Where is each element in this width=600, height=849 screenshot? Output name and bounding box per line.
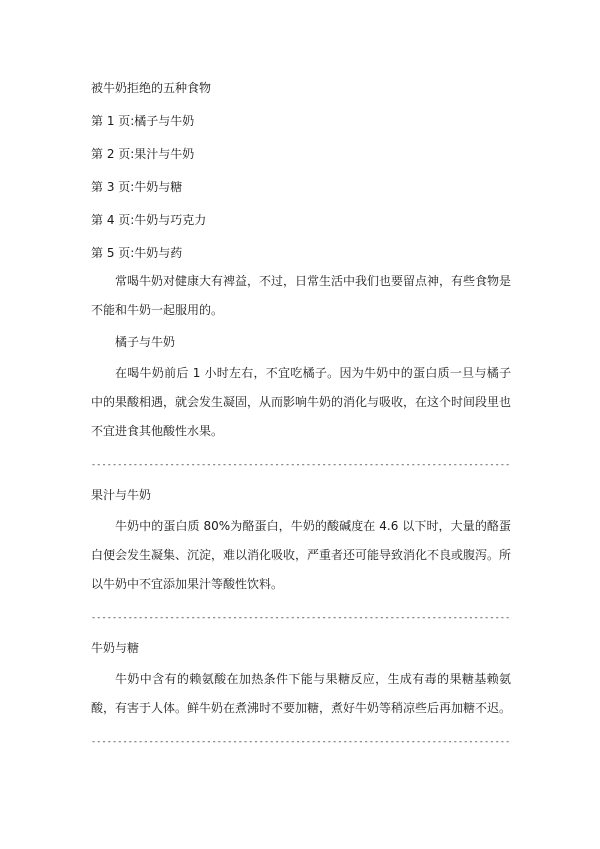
section-body-sugar: 牛奶中含有的赖氨酸在加热条件下能与果糖反应，生成有毒的果糖基赖氨酸，有害于人体。鲜牛奶在煮沸时不要加糖，煮好牛奶等稍凉些后再加糖不迟。 bbox=[91, 672, 512, 715]
section-body-orange: 在喝牛奶前后 1 小时左右，不宜吃橘子。因为牛奶中的蛋白质一旦与橘子中的果酸相遇，就会发生凝固，从而影响牛奶的消化与吸收，在这个时间段里也不宜进食其他酸性水果。 bbox=[91, 366, 512, 438]
toc-item-5: 第 5 页:牛奶与药 bbox=[91, 246, 183, 260]
intro-paragraph: 常喝牛奶对健康大有裨益，不过，日常生活中我们也要留点神，有些食物是不能和牛奶一起服用的。 bbox=[91, 274, 512, 317]
document-title: 被牛奶拒绝的五种食物 bbox=[91, 81, 212, 95]
section-divider: -------------------------------------------------------------------------------- bbox=[91, 612, 511, 622]
toc-item-2: 第 2 页:果汁与牛奶 bbox=[91, 147, 195, 161]
section-divider: -------------------------------------------------------------------------------- bbox=[91, 736, 511, 746]
section-heading-sugar: 牛奶与糖 bbox=[91, 641, 140, 655]
document-content bbox=[91, 78, 511, 751]
section-heading-juice: 果汁与牛奶 bbox=[91, 488, 152, 502]
toc-item-1: 第 1 页:橘子与牛奶 bbox=[91, 114, 195, 128]
section-divider: -------------------------------------------------------------------------------- bbox=[91, 459, 511, 469]
toc-item-3: 第 3 页:牛奶与糖 bbox=[91, 180, 183, 194]
toc-item-4: 第 4 页:牛奶与巧克力 bbox=[91, 213, 207, 227]
section-body-juice: 牛奶中的蛋白质 80%为酪蛋白，牛奶的酸碱度在 4.6 以下时，大量的酪蛋白便会发生凝集、沉淀，难以消化吸收，严重者还可能导致消化不良或腹泻。所以牛奶中不宜添加果汁等酸性饮料。 bbox=[91, 519, 512, 591]
section-heading-orange: 橘子与牛奶 bbox=[115, 335, 176, 349]
